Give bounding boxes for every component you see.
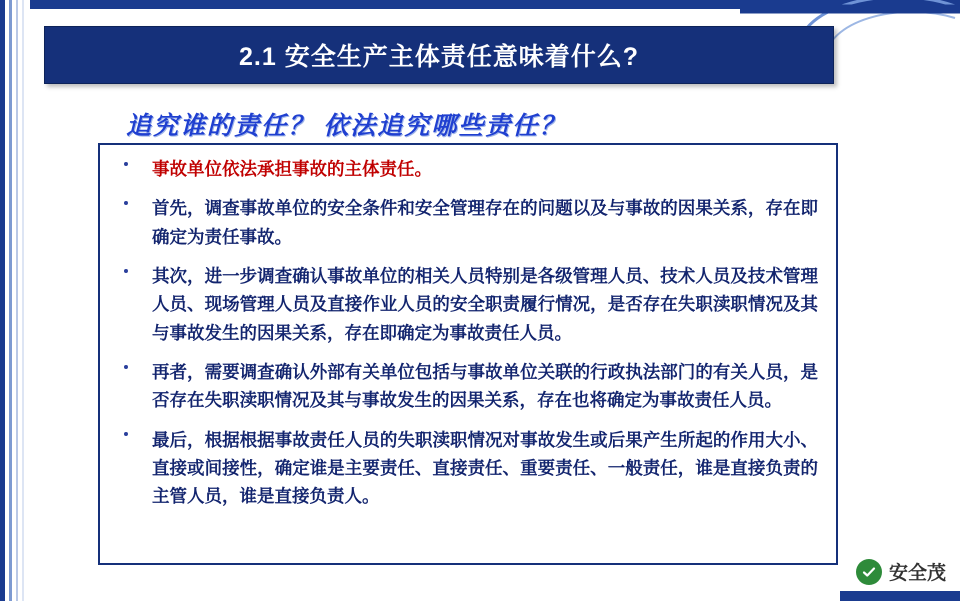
bullet-dot-icon bbox=[124, 162, 128, 166]
title-banner bbox=[44, 26, 834, 84]
branding-logo bbox=[856, 558, 946, 585]
content-box bbox=[98, 143, 838, 565]
list-item bbox=[110, 262, 818, 347]
slide-subtitle: 追究谁的责任？ 依法追究哪些责任？ bbox=[126, 113, 567, 140]
list-item bbox=[110, 426, 818, 511]
logo-label: 安全茂 bbox=[888, 563, 946, 584]
bullet-list bbox=[110, 155, 818, 511]
bullet-text-emphasis: 主体责任。 bbox=[344, 159, 432, 179]
bullet-dot-icon bbox=[124, 432, 128, 436]
bullet-dot-icon bbox=[124, 365, 128, 369]
left-stripe-decoration bbox=[0, 0, 30, 601]
list-item bbox=[110, 358, 818, 415]
bullet-text: 事故单位依法承担事故的 bbox=[152, 159, 345, 179]
list-item bbox=[110, 194, 818, 251]
list-item bbox=[110, 155, 818, 183]
bullet-text: 首先，调查事故单位的安全条件和安全管理存在的问题以及与事故的因果关系，存在即确定为责任事故。 bbox=[152, 198, 818, 247]
bullet-text: 最后，根据根据事故责任人员的失职渎职情况对事故发生或后果产生所起的作用大小、直接或间接性，确定谁是主要责任、直接责任、重要责任、一般责任，谁是直接负责的主管人员，谁是直接负责人。 bbox=[152, 429, 818, 507]
bullet-text: 再者，需要调查确认外部有关单位包括与事故单位关联的行政执法部门的有关人员，是否存在失职渎职情况及其与事故发生的因果关系，存在也将确定为事故责任人员。 bbox=[152, 362, 818, 411]
check-icon bbox=[856, 559, 882, 585]
bullet-dot-icon bbox=[124, 201, 128, 205]
bottom-right-accent bbox=[840, 591, 960, 601]
page-title: 2.1 安全生产主体责任意味着什么? bbox=[239, 43, 639, 71]
bullet-dot-icon bbox=[124, 269, 128, 273]
bullet-text: 其次，进一步调查确认事故单位的相关人员特别是各级管理人员、技术人员及技术管理人员、现场管理人员及直接作业人员的安全职责履行情况，是否存在失职渎职情况及其与事故发生的因果关系，存在即确定为事故责任人员。 bbox=[152, 266, 818, 343]
